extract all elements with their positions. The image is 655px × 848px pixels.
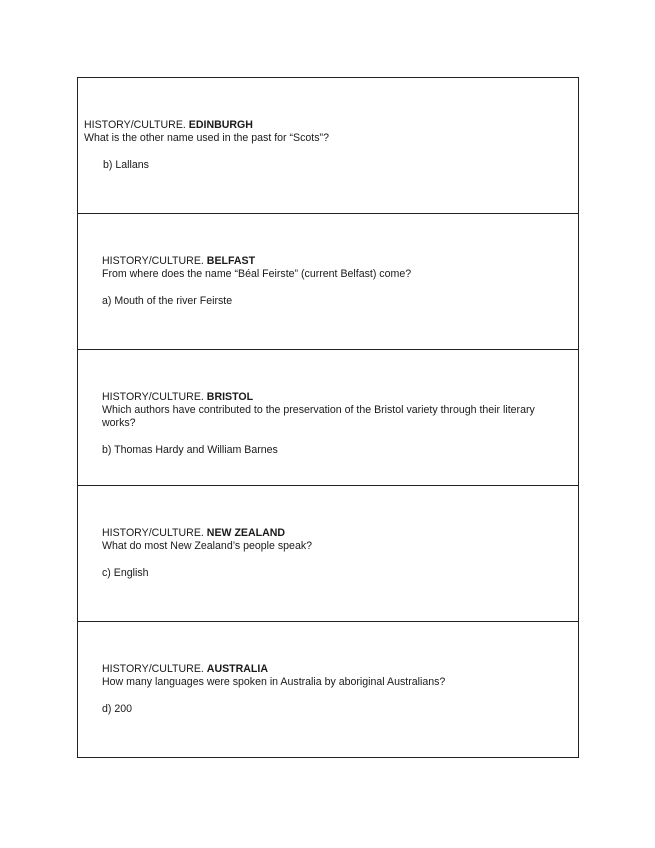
- card-content: [102, 391, 554, 457]
- category-label: HISTORY/CULTURE.: [102, 391, 204, 403]
- card-category: [102, 255, 554, 268]
- card-answer: d) 200: [102, 703, 133, 715]
- card-content: [102, 663, 554, 716]
- card-category: [102, 527, 554, 540]
- quiz-card-new-zealand: [78, 486, 578, 622]
- card-topic: NEW ZEALAND: [206, 527, 286, 539]
- card-answer: b) Lallans: [103, 159, 149, 171]
- card-content: [84, 119, 554, 172]
- card-answer: c) English: [102, 567, 149, 579]
- category-label: HISTORY/CULTURE.: [102, 255, 204, 267]
- card-question: Which authors have contributed to the preservation of the Bristol variety through their literary works?: [102, 404, 535, 429]
- quiz-card-belfast: [78, 214, 578, 350]
- category-label: HISTORY/CULTURE.: [102, 663, 204, 675]
- card-topic: BRISTOL: [206, 391, 254, 403]
- card-category: [84, 119, 554, 132]
- quiz-card-table: [77, 77, 579, 758]
- category-label: HISTORY/CULTURE.: [102, 527, 204, 539]
- quiz-card-bristol: [78, 350, 578, 486]
- card-question: From where does the name “Béal Feirste” (current Belfast) come?: [102, 268, 412, 280]
- card-topic: EDINBURGH: [188, 119, 253, 131]
- card-content: [102, 527, 554, 580]
- quiz-card-edinburgh: [78, 78, 578, 214]
- card-topic: AUSTRALIA: [206, 663, 269, 675]
- card-question: What is the other name used in the past for “Scots”?: [84, 132, 329, 144]
- category-label: HISTORY/CULTURE.: [84, 119, 186, 131]
- card-question: How many languages were spoken in Australia by aboriginal Australians?: [102, 676, 446, 688]
- card-question: What do most New Zealand’s people speak?: [102, 540, 313, 552]
- quiz-card-australia: [78, 622, 578, 758]
- card-category: [102, 663, 554, 676]
- card-content: [102, 255, 554, 308]
- card-answer: b) Thomas Hardy and William Barnes: [102, 444, 278, 456]
- card-topic: BELFAST: [206, 255, 256, 267]
- card-category: [102, 391, 554, 404]
- card-answer: a) Mouth of the river Feirste: [102, 295, 233, 307]
